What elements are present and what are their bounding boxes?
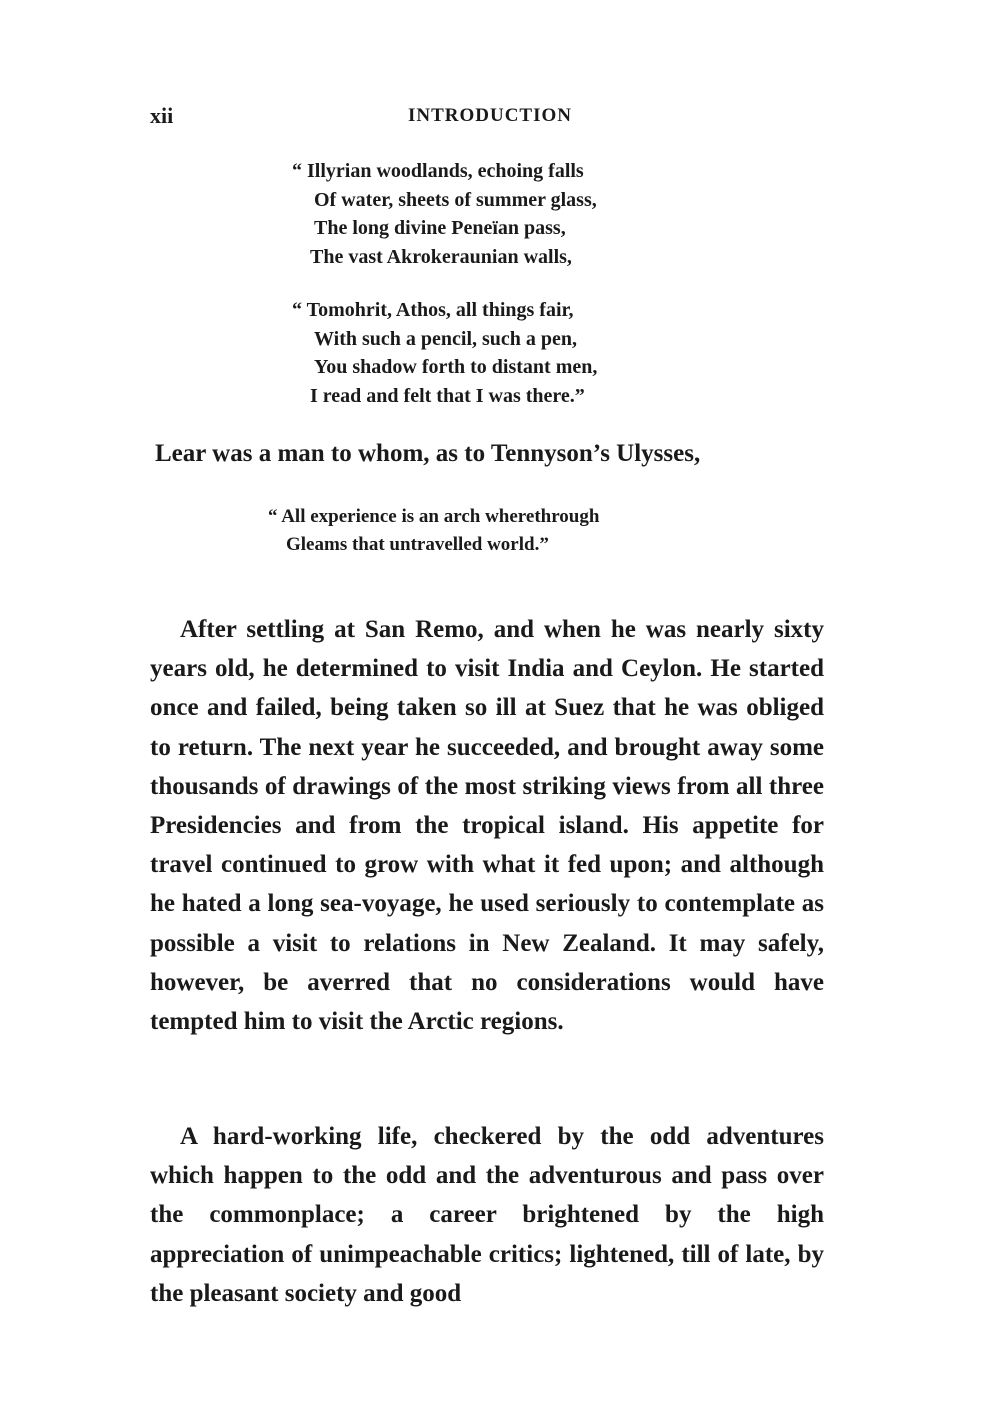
stanza-line: I read and felt that I was there.” bbox=[310, 384, 585, 407]
body-paragraph-1: After settling at San Remo, and when he was nearly sixty years old, he determined to visit India and Ceylon. He started once and failed, being taken so ill at Suez that he was obliged to return. The next year he succeeded, and brought away some thousands of drawings of the most striking views from all three Presidencies and from the tropical island. His appetite for travel continued to grow with what it fed upon; and although he hated a long sea-voyage, he used seriously to contemplate as possible a visit to relations in New Zealand. It may safely, however, be averred that no considerations would have tempted him to visit the Arctic regions. bbox=[150, 616, 824, 1036]
stanza-line: You shadow forth to distant men, bbox=[314, 356, 598, 378]
running-title: INTRODUCTION bbox=[407, 105, 573, 126]
stanza-line: The long divine Peneïan pass, bbox=[314, 217, 566, 239]
poem-stanza-1 bbox=[292, 157, 597, 271]
page-number: xii bbox=[150, 103, 174, 128]
stanza-line: The vast Akrokeraunian walls, bbox=[310, 245, 572, 268]
stanza-line: With such a pencil, such a pen, bbox=[314, 327, 578, 350]
stanza-line: Of water, sheets of summer glass, bbox=[314, 188, 597, 211]
quote-line: “ All experience is an arch wherethrough bbox=[268, 506, 600, 527]
ulysses-quote bbox=[268, 503, 599, 559]
lead-sentence: Lear was a man to whom, as to Tennyson’s Ulysses, bbox=[155, 440, 701, 467]
page-header bbox=[150, 103, 830, 133]
body-paragraph-2: A hard-working life, checkered by the odd adventures which happen to the odd and the adventurous and pass over the commonplace; a career brightened by the high appreciation of unimpeachable critics; lightened, till of late, by the pleasant society and good bbox=[150, 1123, 824, 1307]
quote-line: Gleams that untravelled world.” bbox=[286, 534, 549, 555]
stanza-line: “ Illyrian woodlands, echoing falls bbox=[292, 160, 584, 182]
poem-stanza-2 bbox=[292, 296, 597, 410]
stanza-line: “ Tomohrit, Athos, all things fair, bbox=[292, 299, 574, 321]
